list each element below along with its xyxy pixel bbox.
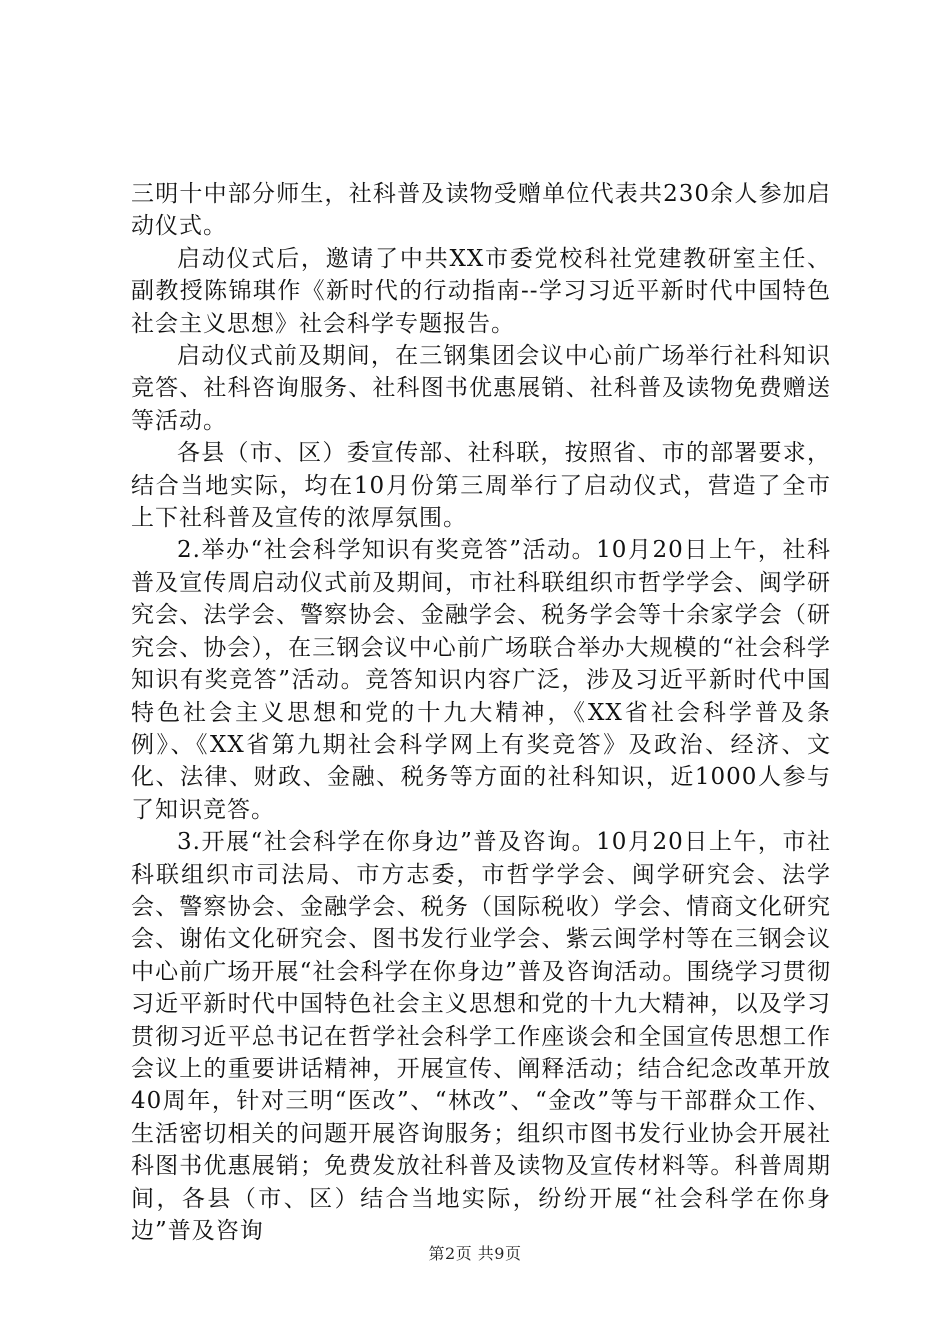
paragraph-keynote-report: 启动仪式后，邀请了中共XX市委党校科社党建教研室主任、副教授陈锦琪作《新时代的行动指南--学习习近平新时代中国特色社会主义思想》社会科学专题报告。 [131, 245, 831, 337]
page-number-label: 第2页 共9页 [428, 1244, 522, 1263]
paragraph-county-ceremonies: 各县（市、区）委宣传部、社科联，按照省、市的部署要求，结合当地实际，均在10月份第三周举行了启动仪式，营造了全市上下社科普及宣传的浓厚氛围。 [131, 440, 831, 532]
page-footer [0, 1244, 950, 1264]
paragraph-square-activities: 启动仪式前及期间，在三钢集团会议中心前广场举行社科知识竞答、社科咨询服务、社科图书优惠展销、社科普及读物免费赠送等活动。 [131, 343, 831, 434]
paragraph-knowledge-quiz: 2.举办“社会科学知识有奖竞答”活动。10月20日上午，社科普及宣传周启动仪式前及期间，市社科联组织市哲学学会、闽学研究会、法学会、警察协会、金融学会、税务学会等十余家学会（研究会、协会），在三钢会议中心前广场联合举办大规模的“社会科学知识有奖竞答”活动。竞答知识内容广泛，涉及习近平新时代中国特色社会主义思想和党的十九大精神，《XX省社会科学普及条例》、《XX省第九期社会科学网上有奖竞答》及政治、经济、文化、法律、财政、金融、税务等方面的社科知识，近1000人参与了知识竞答。 [131, 537, 831, 823]
document-body [131, 178, 831, 1247]
paragraph-consultation: 3.开展“社会科学在你身边”普及咨询。10月20日上午，市社科联组织市司法局、市方志委，市哲学学会、闽学研究会、法学会、警察协会、金融学会、税务（国际税收）学会、情商文化研究会、谢佑文化研究会、图书发行业学会、紫云闽学村等在三钢会议中心前广场开展“社会科学在你身边”普及咨询活动。围绕学习贯彻习近平新时代中国特色社会主义思想和党的十九大精神，以及学习贯彻习近平总书记在哲学社会科学工作座谈会和全国宣传思想工作会议上的重要讲话精神，开展宣传、阐释活动；结合纪念改革开放40周年，针对三明“医改”、“林改”、“金改”等与干部群众工作、生活密切相关的问题开展咨询服务；组织市图书发行业协会开展社科图书优惠展销；免费发放社科普及读物及宣传材料等。科普周期间，各县（市、区）结合当地实际，纷纷开展“社会科学在你身边”普及咨询 [131, 829, 831, 1244]
paragraph-continuation: 三明十中部分师生，社科普及读物受赠单位代表共230余人参加启动仪式。 [131, 181, 831, 240]
